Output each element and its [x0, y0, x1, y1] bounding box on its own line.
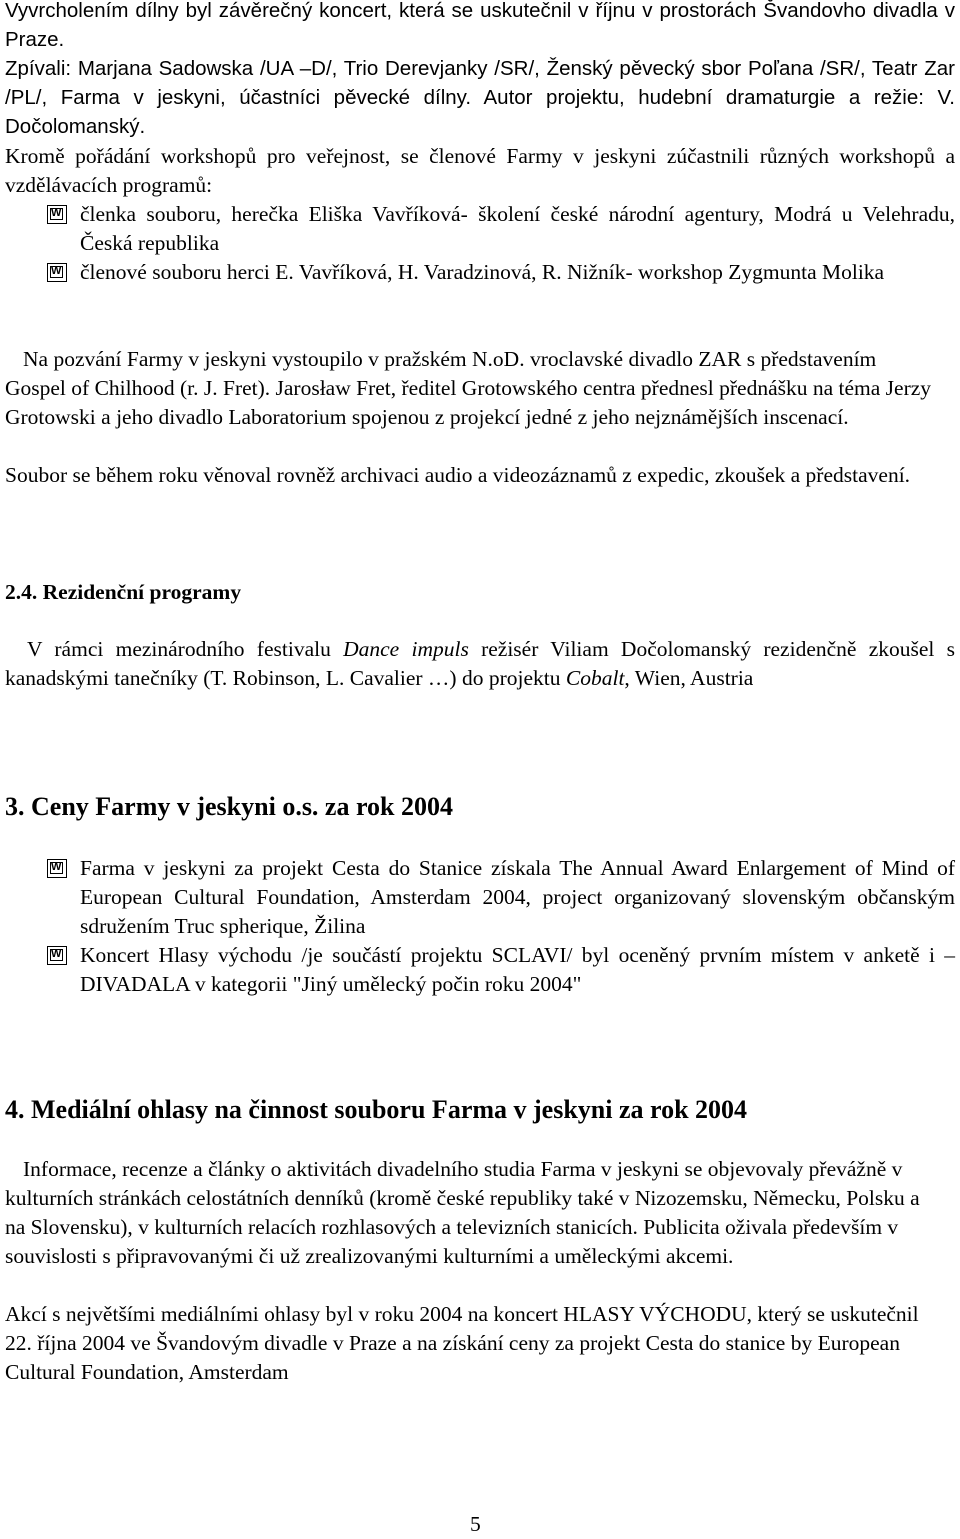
residency-paragraph: [5, 635, 955, 693]
bullet-icon: [47, 205, 67, 224]
residency-text-3: , Wien, Austria: [624, 666, 754, 690]
list-item-text: Koncert Hlasy východu /je součástí projektu SCLAVI/ byl oceněný prvním místem v anketě i – DIVADALA v kategorii "Jiný umělecký počin roku 2004": [80, 943, 955, 996]
archiving-paragraph: Soubor se během roku věnoval rovněž archivaci audio a videozáznamů z expedic, zkoušek a představení.: [5, 463, 911, 487]
residency-text-1: V rámci mezinárodního festivalu: [27, 637, 344, 661]
section-heading-4: 4. Mediální ohlasy na činnost souboru Farma v jeskyni za rok 2004: [5, 1095, 748, 1124]
media-paragraph-2: Akcí s největšími mediálními ohlasy byl v roku 2004 na koncert HLASY VÝCHODU, který se uskutečnil 22. října 2004 ve Švandovým divadle v Praze a na získání ceny za projekt Cesta do stanice by European Cultural Foundation, Amsterdam: [5, 1302, 919, 1384]
list-item-text: členové souboru herci E. Vavříková, H. Varadzinová, R. Nižník- workshop Zygmunta Molika: [80, 260, 885, 284]
zar-paragraph: [5, 345, 935, 432]
list-item: [47, 854, 955, 941]
residency-text-2: režisér Viliam Dočolomanský rezidenčně zkoušel s kanadskými tanečníky (T. Robinson, L. Cavalier …) do projektu: [5, 637, 956, 690]
media-paragraph-1: [5, 1155, 935, 1271]
zar-text: Na pozvání Farmy v jeskyni vystoupilo v pražském N.oD. vroclavské divadlo ZAR s představením Gospel of Chilhood (r. J. Fret). Jarosław Fret, ředitel Grotowského centra přednesl přednášku na téma Jerzy Grotowski a jeho divadlo Laboratorium spojenou z projekcí jedné z jeho nejznámějších inscenací.: [5, 347, 932, 429]
list-item-text: členka souboru, herečka Eliška Vavříková- školení české národní agentury, Modrá u Velehradu, Česká republika: [80, 202, 955, 255]
bullet-icon: [47, 946, 67, 965]
list-item: [47, 200, 955, 258]
workshops-paragraph: Kromě pořádání workshopů pro veřejnost, se členové Farmy v jeskyni zúčastnili různých workshopů a vzdělávacích programů:: [5, 144, 955, 197]
festival-name: Dance impuls: [343, 637, 469, 661]
list-item: [47, 941, 955, 999]
section-heading-2-4: 2.4. Rezidenční programy: [5, 580, 242, 604]
list-item: [47, 258, 945, 287]
media-text-1: Informace, recenze a články o aktivitách divadelního studia Farma v jeskyni se objevovaly převážně v kulturních stránkách celostátních denníků (kromě české republiky také v Nizozemsku, Německu, Polsku a na Slovensku), v kulturních relacích rozhlasových a televizních stanicích. Publicita oživala především v souvislosti s připravovanými či už zrealizovanými kulturními a uměleckými akcemi.: [5, 1157, 920, 1268]
intro-paragraph-1: Vyvrcholením dílny byl závěrečný koncert, která se uskutečnil v říjnu v prostorách Švandovho divadla v Praze.: [5, 0, 955, 51]
bullet-icon: [47, 263, 67, 282]
bullet-icon: [47, 859, 67, 878]
list-item-text: Farma v jeskyni za projekt Cesta do Stanice získala The Annual Award Enlargement of Mind of European Cultural Foundation, Amsterdam 2004, project organizovaný slovenským občanským sdružením Truc spherique, Žilina: [80, 856, 955, 938]
page-number: 5: [470, 1512, 481, 1536]
project-name: Cobalt: [565, 666, 625, 690]
section-heading-3: 3. Ceny Farmy v jeskyni o.s. za rok 2004: [5, 792, 454, 821]
intro-paragraph-2: Zpívali: Marjana Sadowska /UA –D/, Trio Derevjanky /SR/, Ženský pěvecký sbor Poľana /SR/, Teatr Zar /PL/, Farma v jeskyni, účastníci pěvecké dílny. Autor projektu, hudební dramaturgie a režie: V. Dočolomanský.: [5, 57, 955, 138]
